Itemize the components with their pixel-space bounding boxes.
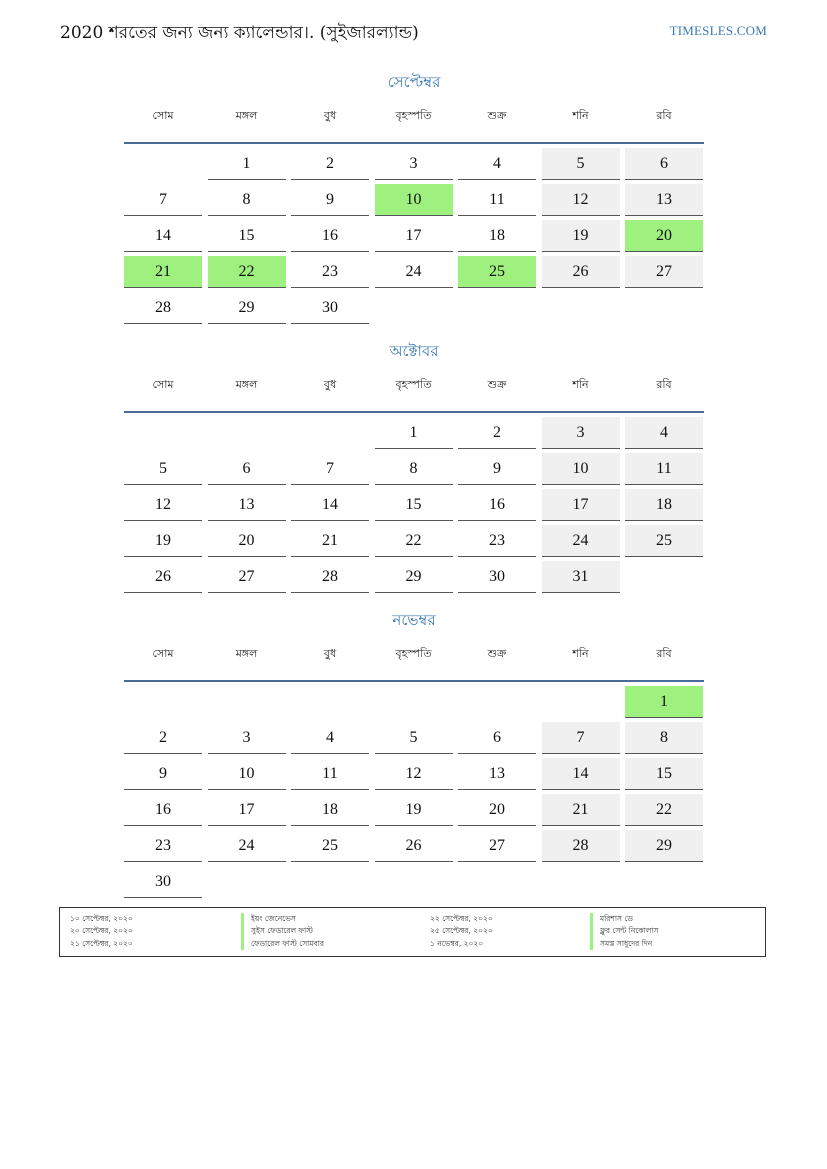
day-cell[interactable]: 21	[291, 525, 369, 557]
day-cell[interactable]: 25	[291, 830, 369, 862]
week-row	[124, 866, 704, 902]
day-cell[interactable]: 19	[124, 525, 202, 557]
empty-day-cell	[542, 866, 620, 898]
week-row	[124, 489, 704, 525]
weekday-label: সোম	[152, 647, 174, 660]
day-cell[interactable]: 25	[625, 525, 703, 557]
day-cell[interactable]: 19	[375, 794, 453, 826]
weekday-label: মঙ্গল	[235, 378, 258, 391]
legend-names-col-1	[241, 913, 324, 950]
empty-day-cell	[375, 292, 453, 324]
week-row	[124, 758, 704, 794]
day-cell[interactable]: 26	[375, 830, 453, 862]
day-grid	[124, 148, 704, 328]
day-cell[interactable]: 13	[208, 489, 286, 521]
day-cell[interactable]: 31	[542, 561, 620, 593]
empty-day-cell	[625, 866, 703, 898]
day-cell[interactable]: 17	[208, 794, 286, 826]
day-cell[interactable]: 26	[124, 561, 202, 593]
day-cell[interactable]: 5	[124, 453, 202, 485]
day-cell[interactable]: 6	[625, 148, 703, 180]
day-cell[interactable]: 21	[542, 794, 620, 826]
empty-day-cell	[124, 686, 202, 718]
legend-holiday-name: সমস্ত সাধুদের দিন	[590, 938, 658, 950]
week-row	[124, 256, 704, 292]
legend-dates-col-1	[70, 913, 133, 950]
day-cell[interactable]: 20	[208, 525, 286, 557]
day-cell[interactable]: 8	[208, 184, 286, 216]
weekday-label: বুধ	[323, 378, 337, 391]
weekday-label: মঙ্গল	[235, 109, 258, 122]
day-cell[interactable]: 10	[542, 453, 620, 485]
day-cell[interactable]: 19	[542, 220, 620, 252]
weekday-label: শুক্র	[487, 378, 507, 391]
weekday-label: মঙ্গল	[235, 647, 258, 660]
empty-day-cell	[458, 292, 536, 324]
day-cell[interactable]: 11	[625, 453, 703, 485]
day-cell[interactable]: 28	[291, 561, 369, 593]
day-grid	[124, 417, 704, 597]
week-row	[124, 525, 704, 561]
day-cell[interactable]: 8	[375, 453, 453, 485]
weekday-header	[124, 375, 704, 413]
day-cell[interactable]: 11	[458, 184, 536, 216]
weekday-label: রবি	[656, 378, 672, 391]
legend-holiday-name: ফেডারেল ফাস্ট সোমবার	[241, 938, 324, 950]
brand-link[interactable]: TIMESLES.COM	[669, 23, 767, 38]
weekday-label: বুধ	[323, 647, 337, 660]
day-cell[interactable]: 24	[208, 830, 286, 862]
weekday-label: বুধ	[323, 109, 337, 122]
day-cell[interactable]: 18	[625, 489, 703, 521]
day-cell[interactable]: 16	[291, 220, 369, 252]
empty-day-cell	[208, 417, 286, 449]
day-cell[interactable]: 16	[124, 794, 202, 826]
week-row	[124, 148, 704, 184]
empty-day-cell	[625, 561, 703, 593]
day-cell[interactable]: 16	[458, 489, 536, 521]
day-cell[interactable]: 12	[124, 489, 202, 521]
day-cell[interactable]: 24	[542, 525, 620, 557]
day-cell[interactable]: 5	[375, 722, 453, 754]
week-row	[124, 220, 704, 256]
day-cell[interactable]: 6	[208, 453, 286, 485]
day-cell[interactable]: 24	[375, 256, 453, 288]
day-cell[interactable]: 22	[208, 256, 286, 288]
empty-day-cell	[375, 686, 453, 718]
day-cell[interactable]: 10	[208, 758, 286, 790]
day-cell[interactable]: 22	[625, 794, 703, 826]
day-cell[interactable]: 30	[458, 561, 536, 593]
legend-date: ২২ সেপ্টেম্বর, ২০২০	[430, 914, 493, 923]
day-cell[interactable]: 26	[542, 256, 620, 288]
empty-day-cell	[458, 686, 536, 718]
day-cell[interactable]: 5	[542, 148, 620, 180]
legend-names-col-2	[590, 913, 658, 950]
empty-day-cell	[291, 417, 369, 449]
day-cell[interactable]: 1	[208, 148, 286, 180]
day-cell[interactable]: 2	[458, 417, 536, 449]
weekday-label: সোম	[152, 378, 174, 391]
day-cell[interactable]: 25	[458, 256, 536, 288]
legend-holiday-name: ইয়ং জেনেভেস	[241, 913, 324, 925]
day-cell[interactable]: 29	[208, 292, 286, 324]
day-cell[interactable]: 22	[375, 525, 453, 557]
day-cell[interactable]: 7	[291, 453, 369, 485]
day-cell[interactable]: 13	[625, 184, 703, 216]
day-cell[interactable]: 18	[458, 220, 536, 252]
day-cell[interactable]: 30	[124, 866, 202, 898]
weekday-label: শুক্র	[487, 109, 507, 122]
day-cell[interactable]: 3	[375, 148, 453, 180]
day-cell[interactable]: 4	[625, 417, 703, 449]
empty-day-cell	[124, 148, 202, 180]
day-cell[interactable]: 28	[124, 292, 202, 324]
legend-holiday-name: মরিশাস ডে	[590, 913, 658, 925]
day-cell[interactable]: 21	[124, 256, 202, 288]
day-cell[interactable]: 15	[208, 220, 286, 252]
holiday-legend	[59, 907, 766, 957]
empty-day-cell	[124, 417, 202, 449]
month-title: সেপ্টেম্বর	[387, 73, 441, 91]
day-cell[interactable]: 29	[375, 561, 453, 593]
day-cell[interactable]: 1	[375, 417, 453, 449]
week-row	[124, 417, 704, 453]
legend-date: ২৫ সেপ্টেম্বর, ২০২০	[430, 926, 493, 936]
day-cell[interactable]: 7	[542, 722, 620, 754]
day-cell[interactable]: 3	[208, 722, 286, 754]
day-cell[interactable]: 17	[375, 220, 453, 252]
week-row	[124, 794, 704, 830]
month-november	[124, 610, 704, 902]
day-cell[interactable]: 30	[291, 292, 369, 324]
legend-date: ২১ সেপ্টেম্বর, ২০২০	[70, 938, 133, 948]
day-grid	[124, 686, 704, 902]
month-title: নভেম্বর	[392, 611, 436, 629]
day-cell[interactable]: 12	[542, 184, 620, 216]
day-cell[interactable]: 14	[542, 758, 620, 790]
day-cell[interactable]: 18	[291, 794, 369, 826]
legend-date: ১ নভেম্বর, ২০২০	[430, 938, 484, 948]
empty-day-cell	[625, 292, 703, 324]
day-cell[interactable]: 17	[542, 489, 620, 521]
week-row	[124, 830, 704, 866]
weekday-label: বৃহস্পতি	[395, 109, 432, 122]
day-cell[interactable]: 1	[625, 686, 703, 718]
empty-day-cell	[208, 866, 286, 898]
empty-day-cell	[291, 866, 369, 898]
weekday-label: বৃহস্পতি	[395, 647, 432, 660]
week-row	[124, 561, 704, 597]
day-cell[interactable]: 23	[291, 256, 369, 288]
weekday-label: শনি	[572, 109, 589, 122]
day-cell[interactable]: 28	[542, 830, 620, 862]
day-cell[interactable]: 11	[291, 758, 369, 790]
week-row	[124, 686, 704, 722]
day-cell[interactable]: 27	[625, 256, 703, 288]
day-cell[interactable]: 2	[124, 722, 202, 754]
weekday-label: বৃহস্পতি	[395, 378, 432, 391]
weekday-label: সোম	[152, 109, 174, 122]
day-cell[interactable]: 10	[375, 184, 453, 216]
day-cell[interactable]: 14	[291, 489, 369, 521]
day-cell[interactable]: 8	[625, 722, 703, 754]
day-cell[interactable]: 29	[625, 830, 703, 862]
day-cell[interactable]: 6	[458, 722, 536, 754]
weekday-header	[124, 106, 704, 144]
week-row	[124, 184, 704, 220]
week-row	[124, 453, 704, 489]
weekday-label: শনি	[572, 647, 589, 660]
day-cell[interactable]: 7	[124, 184, 202, 216]
day-cell[interactable]: 12	[375, 758, 453, 790]
week-row	[124, 722, 704, 758]
day-cell[interactable]: 20	[625, 220, 703, 252]
weekday-header	[124, 644, 704, 682]
page-title: 2020 শরতের জন্য জন্য ক্যালেন্ডার।. (সুইজারল্যান্ড)	[60, 23, 419, 43]
month-october	[124, 341, 704, 597]
day-cell[interactable]: 15	[625, 758, 703, 790]
weekday-label: রবি	[656, 109, 672, 122]
day-cell[interactable]: 3	[542, 417, 620, 449]
weekday-label: রবি	[656, 647, 672, 660]
day-cell[interactable]: 27	[208, 561, 286, 593]
empty-day-cell	[458, 866, 536, 898]
day-cell[interactable]: 4	[291, 722, 369, 754]
day-cell[interactable]: 23	[458, 525, 536, 557]
month-september	[124, 72, 704, 328]
day-cell[interactable]: 9	[124, 758, 202, 790]
day-cell[interactable]: 9	[458, 453, 536, 485]
month-title: অক্টোবর	[389, 342, 439, 360]
day-cell[interactable]: 15	[375, 489, 453, 521]
empty-day-cell	[208, 686, 286, 718]
legend-holiday-name: সুইস ফেডারেল ফাস্ট	[241, 925, 324, 937]
legend-date: ১০ সেপ্টেম্বর, ২০২০	[70, 914, 133, 923]
day-cell[interactable]: 23	[124, 830, 202, 862]
empty-day-cell	[542, 292, 620, 324]
day-cell[interactable]: 2	[291, 148, 369, 180]
day-cell[interactable]: 4	[458, 148, 536, 180]
legend-holiday-name: ফ্লুর সেন্ট নিকোলাস	[590, 925, 658, 937]
legend-dates-col-2	[430, 913, 493, 950]
weekday-label: শনি	[572, 378, 589, 391]
empty-day-cell	[542, 686, 620, 718]
empty-day-cell	[375, 866, 453, 898]
empty-day-cell	[291, 686, 369, 718]
day-cell[interactable]: 20	[458, 794, 536, 826]
day-cell[interactable]: 27	[458, 830, 536, 862]
legend-date: ২০ সেপ্টেম্বর, ২০২০	[70, 926, 133, 936]
day-cell[interactable]: 14	[124, 220, 202, 252]
weekday-label: শুক্র	[487, 647, 507, 660]
week-row	[124, 292, 704, 328]
day-cell[interactable]: 13	[458, 758, 536, 790]
day-cell[interactable]: 9	[291, 184, 369, 216]
